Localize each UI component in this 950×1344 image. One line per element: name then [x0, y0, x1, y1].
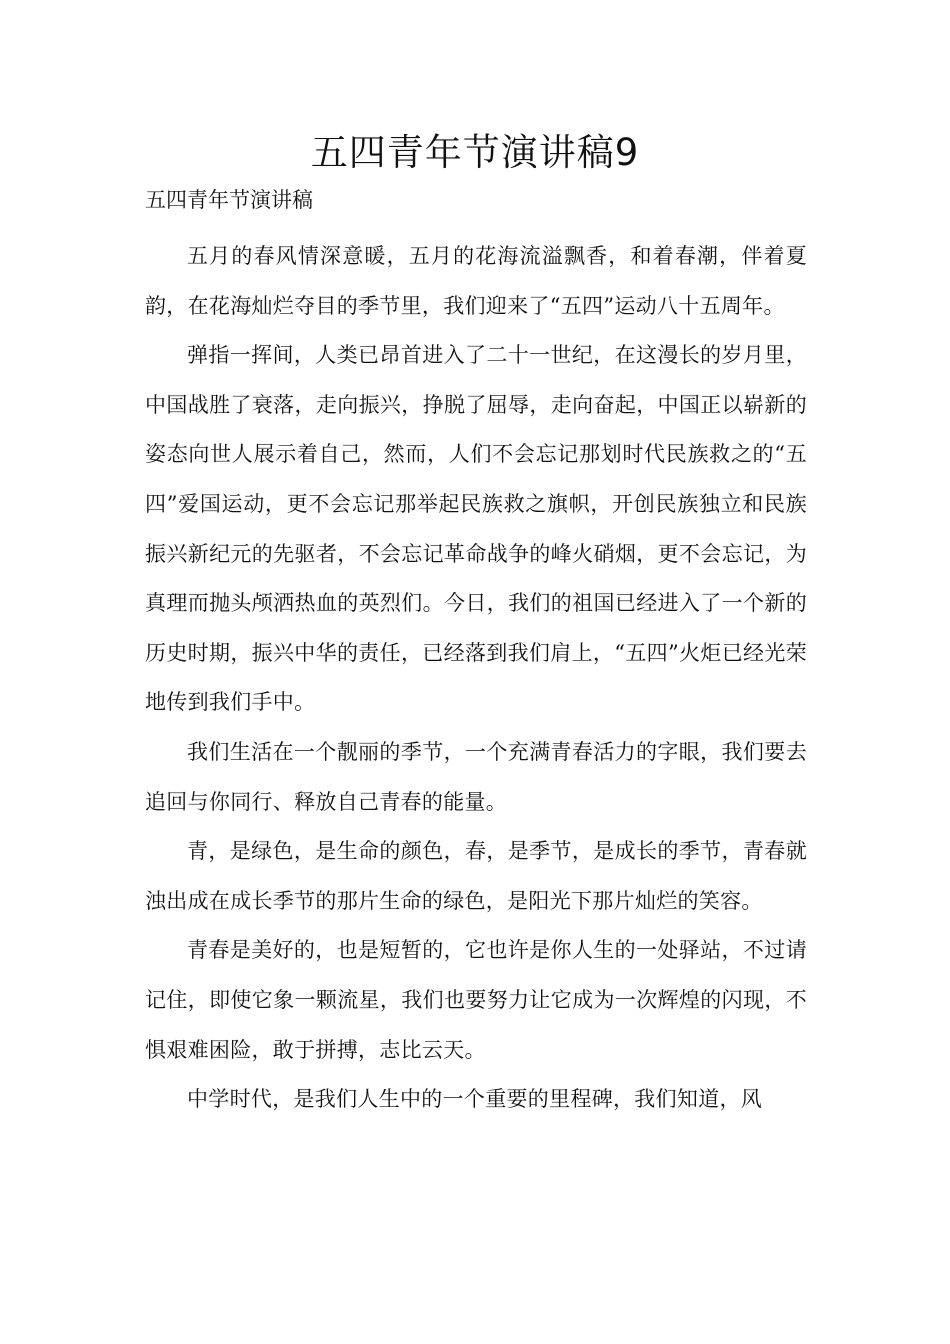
- paragraph: 五月的春风情深意暖，五月的花海流溢飘香，和着春潮，伴着夏韵，在花海灿烂夺目的季节里，我们迎来了“五四”运动八十五周年。: [145, 244, 807, 318]
- paragraph: 青春是美好的，也是短暂的，它也许是你人生的一处驿站，不过请记住，即使它象一颗流星，我们也要努力让它成为一次辉煌的闪现，不惧艰难困险，敢于拼搏，志比云天。: [145, 938, 807, 1062]
- paragraph: 中学时代，是我们人生中的一个重要的里程碑，我们知道，风: [187, 1087, 763, 1112]
- document-title: 五四青年节演讲稿9: [310, 131, 640, 174]
- document-body: [145, 232, 807, 1125]
- document-subtitle: 五四青年节演讲稿: [145, 188, 313, 212]
- paragraph: 弹指一挥间，人类已昂首进入了二十一世纪，在这漫长的岁月里，中国战胜了衰落，走向振兴，挣脱了屈辱，走向奋起，中国正以崭新的姿态向世人展示着自己，然而，人们不会忘记那划时代民族救之的“五四”爱国运动，更不会忘记那举起民族救之旗帜，开创民族独立和民族振兴新纪元的先驱者，不会忘记革命战争的峰火硝烟，更不会忘记，为真理而抛头颅洒热血的英烈们。今日，我们的祖国已经进入了一个新的历史时期，振兴中华的责任，已经落到我们肩上，“五四”火炬已经光荣地传到我们手中。: [145, 343, 807, 715]
- paragraph: 我们生活在一个靓丽的季节，一个充满青春活力的字眼，我们要去追回与你同行、释放自己青春的能量。: [145, 739, 807, 814]
- paragraph: 青，是绿色，是生命的颜色，春，是季节，是成长的季节，青春就浊出成在成长季节的那片生命的绿色，是阳光下那片灿烂的笑容。: [145, 839, 807, 913]
